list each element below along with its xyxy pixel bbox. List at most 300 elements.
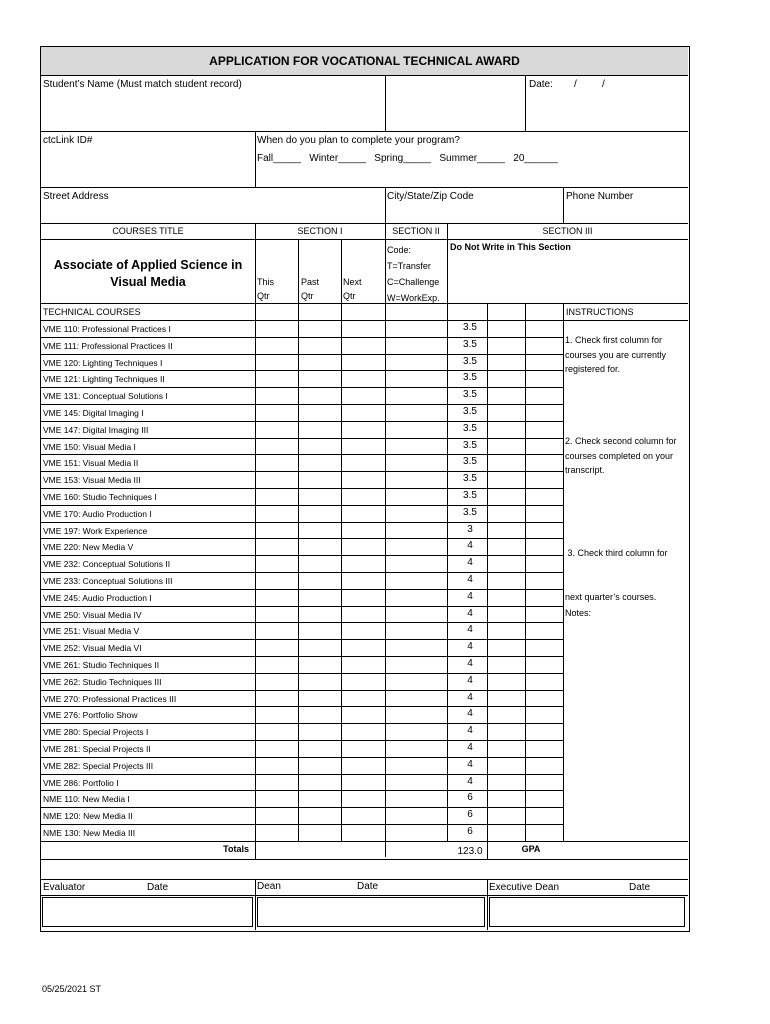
checkbox-past-qtr[interactable] xyxy=(299,623,340,638)
checkbox-next-qtr[interactable] xyxy=(342,489,384,504)
instruction-line: 2. Check second column for xyxy=(565,436,677,446)
checkbox-next-qtr[interactable] xyxy=(342,674,384,689)
checkbox-code[interactable] xyxy=(386,371,446,386)
divider xyxy=(255,841,256,859)
checkbox-next-qtr[interactable] xyxy=(342,808,384,823)
date-slash: / xyxy=(602,79,605,90)
checkbox-this-qtr[interactable] xyxy=(256,607,297,622)
dean-date-label: Date xyxy=(357,881,379,892)
checkbox-code[interactable] xyxy=(386,758,446,773)
checkbox-past-qtr[interactable] xyxy=(299,539,340,554)
checkbox-this-qtr[interactable] xyxy=(256,455,297,470)
checkbox-past-qtr[interactable] xyxy=(299,321,340,336)
course-name: VME 270: Professional Practices III xyxy=(43,693,177,704)
checkbox-code[interactable] xyxy=(386,573,446,588)
checkbox-code[interactable] xyxy=(386,657,446,672)
checkbox-next-qtr[interactable] xyxy=(342,590,384,605)
checkbox-past-qtr[interactable] xyxy=(299,388,340,403)
do-not-write-label: Do Not Write in This Section xyxy=(450,242,571,252)
checkbox-past-qtr[interactable] xyxy=(299,523,340,538)
checkbox-next-qtr[interactable] xyxy=(342,455,384,470)
course-credits: 3.5 xyxy=(463,490,477,501)
checkbox-code[interactable] xyxy=(386,556,446,571)
course-credits: 4 xyxy=(467,775,473,787)
divider xyxy=(298,239,299,841)
executive-dean-label: Executive Dean xyxy=(489,882,560,893)
checkbox-this-qtr[interactable] xyxy=(256,523,297,538)
divider xyxy=(41,895,688,896)
divider xyxy=(255,223,256,841)
divider xyxy=(41,303,688,304)
code-legend-line: T=Transfer xyxy=(387,261,431,271)
course-credits: 4 xyxy=(467,590,473,602)
divider xyxy=(41,488,563,489)
divider xyxy=(41,522,563,523)
form-revision-code: 05/25/2021 ST xyxy=(42,984,102,994)
course-name: VME 110: Professional Practices I xyxy=(43,324,171,334)
courses-title-header: COURSES TITLE xyxy=(112,226,184,236)
checkbox-next-qtr[interactable] xyxy=(342,338,384,353)
checkbox-next-qtr[interactable] xyxy=(342,422,384,437)
checkbox-next-qtr[interactable] xyxy=(342,539,384,554)
section-1-header: SECTION I xyxy=(297,226,343,236)
course-name: VME 121: Lighting Techniques II xyxy=(43,374,165,385)
divider xyxy=(563,320,688,321)
checkbox-next-qtr[interactable] xyxy=(342,405,384,420)
checkbox-past-qtr[interactable] xyxy=(299,691,340,706)
checkbox-next-qtr[interactable] xyxy=(342,523,384,538)
divider xyxy=(41,859,688,860)
course-credits: 4 xyxy=(467,758,473,770)
checkbox-next-qtr[interactable] xyxy=(342,825,384,840)
checkbox-this-qtr[interactable] xyxy=(256,775,297,790)
divider xyxy=(41,555,563,556)
divider xyxy=(487,841,488,859)
student-name-label: Student’s Name (Must match student record) xyxy=(43,79,242,90)
signature-box-2[interactable] xyxy=(257,897,485,927)
course-name: VME 280: Special Projects I xyxy=(43,727,149,738)
checkbox-code[interactable] xyxy=(386,539,446,554)
evaluator-date-label: Date xyxy=(147,882,169,893)
checkbox-past-qtr[interactable] xyxy=(299,607,340,622)
course-credits: 3.5 xyxy=(463,406,477,417)
checkbox-code[interactable] xyxy=(386,338,446,353)
checkbox-past-qtr[interactable] xyxy=(299,355,340,370)
checkbox-this-qtr[interactable] xyxy=(256,388,297,403)
divider xyxy=(255,879,256,930)
checkbox-this-qtr[interactable] xyxy=(256,556,297,571)
checkbox-past-qtr[interactable] xyxy=(299,573,340,588)
course-name: NME 110: New Media I xyxy=(43,794,130,805)
course-name: VME 250: Visual Media IV xyxy=(43,609,142,620)
course-name: VME 170: Audio Production I xyxy=(43,508,152,519)
checkbox-code[interactable] xyxy=(386,321,446,336)
divider xyxy=(385,223,386,857)
divider xyxy=(255,131,256,187)
checkbox-past-qtr[interactable] xyxy=(299,556,340,571)
instruction-line: registered for. xyxy=(565,364,621,374)
divider xyxy=(385,75,386,131)
checkbox-next-qtr[interactable] xyxy=(342,657,384,672)
checkbox-past-qtr[interactable] xyxy=(299,422,340,437)
checkbox-next-qtr[interactable] xyxy=(342,388,384,403)
checkbox-this-qtr[interactable] xyxy=(256,321,297,336)
code-legend-line: W=WorkExp. xyxy=(387,293,440,303)
checkbox-this-qtr[interactable] xyxy=(256,808,297,823)
divider xyxy=(447,223,448,841)
course-name: NME 120: New Media II xyxy=(43,811,133,822)
instruction-line: 1. Check first column for xyxy=(565,335,663,345)
dean-label: Dean xyxy=(257,881,281,892)
checkbox-this-qtr[interactable] xyxy=(256,371,297,386)
divider xyxy=(487,303,488,841)
checkbox-next-qtr[interactable] xyxy=(342,556,384,571)
checkbox-next-qtr[interactable] xyxy=(342,623,384,638)
course-name: VME 197: Work Experience xyxy=(43,525,148,536)
course-credits: 3.5 xyxy=(463,322,477,333)
checkbox-code[interactable] xyxy=(386,741,446,756)
checkbox-past-qtr[interactable] xyxy=(299,489,340,504)
divider xyxy=(41,337,563,338)
checkbox-past-qtr[interactable] xyxy=(299,472,340,487)
course-credits: 6 xyxy=(467,826,473,837)
divider xyxy=(41,187,688,188)
course-credits: 3.5 xyxy=(463,506,477,518)
checkbox-this-qtr[interactable] xyxy=(256,758,297,773)
course-name: VME 261: Studio Techniques II xyxy=(43,660,160,670)
course-name: VME 286: Portfolio I xyxy=(43,777,119,788)
completion-terms: Fall_____ Winter_____ Spring_____ Summer_____ 20______ xyxy=(257,153,558,164)
checkbox-this-qtr[interactable] xyxy=(256,791,297,806)
course-credits: 4 xyxy=(467,624,473,636)
checkbox-past-qtr[interactable] xyxy=(299,724,340,739)
checkbox-this-qtr[interactable] xyxy=(256,422,297,437)
course-credits: 4 xyxy=(467,742,473,753)
divider xyxy=(41,807,563,808)
form-title: APPLICATION FOR VOCATIONAL TECHNICAL AWARD xyxy=(41,47,688,76)
checkbox-next-qtr[interactable] xyxy=(342,439,384,454)
course-credits: 4 xyxy=(467,708,473,720)
checkbox-next-qtr[interactable] xyxy=(342,506,384,521)
divider xyxy=(41,740,563,741)
divider xyxy=(41,370,563,371)
divider xyxy=(41,223,688,224)
course-name: VME 111: Professional Practices II xyxy=(43,340,173,351)
divider xyxy=(41,505,563,506)
checkbox-this-qtr[interactable] xyxy=(256,355,297,370)
checkbox-code[interactable] xyxy=(386,355,446,370)
instruction-1 xyxy=(565,333,666,377)
checkbox-this-qtr[interactable] xyxy=(256,573,297,588)
checkbox-this-qtr[interactable] xyxy=(256,489,297,504)
divider xyxy=(41,606,563,607)
checkbox-next-qtr[interactable] xyxy=(342,707,384,722)
checkbox-code[interactable] xyxy=(386,791,446,806)
divider xyxy=(41,841,563,842)
instructions-header: INSTRUCTIONS xyxy=(566,307,634,317)
divider xyxy=(487,879,488,930)
checkbox-code[interactable] xyxy=(386,691,446,706)
checkbox-next-qtr[interactable] xyxy=(342,355,384,370)
checkbox-code[interactable] xyxy=(386,707,446,722)
instruction-line: next quarter’s courses. xyxy=(565,591,657,602)
checkbox-code[interactable] xyxy=(386,523,446,538)
course-credits: 4 xyxy=(467,540,473,552)
quarter-label-line: Qtr xyxy=(301,291,314,301)
course-name: VME 147: Digital Imaging III xyxy=(43,424,149,435)
checkbox-code[interactable] xyxy=(386,825,446,840)
program-title-line: Associate of Applied Science in xyxy=(53,258,243,272)
checkbox-this-qtr[interactable] xyxy=(256,338,297,353)
next-qtr-label xyxy=(343,275,362,303)
divider xyxy=(385,187,386,223)
course-credits: 3.5 xyxy=(463,338,477,350)
checkbox-code[interactable] xyxy=(386,674,446,689)
code-legend-line: Code: xyxy=(387,245,412,255)
checkbox-this-qtr[interactable] xyxy=(256,472,297,487)
checkbox-next-qtr[interactable] xyxy=(342,691,384,706)
completion-question: When do you plan to complete your program? xyxy=(257,135,460,146)
divider xyxy=(41,404,563,405)
course-credits: 3.5 xyxy=(463,439,477,451)
instruction-line: 3. Check third column for xyxy=(565,548,668,558)
totals-label: Totals xyxy=(223,844,249,854)
divider xyxy=(41,879,688,880)
divider xyxy=(525,75,526,131)
checkbox-past-qtr[interactable] xyxy=(299,506,340,521)
checkbox-code[interactable] xyxy=(386,590,446,605)
checkbox-past-qtr[interactable] xyxy=(299,640,340,655)
checkbox-past-qtr[interactable] xyxy=(299,825,340,840)
divider xyxy=(41,538,563,539)
divider xyxy=(41,438,563,439)
checkbox-this-qtr[interactable] xyxy=(256,707,297,722)
checkbox-code[interactable] xyxy=(386,607,446,622)
divider xyxy=(41,757,563,758)
divider xyxy=(41,589,563,590)
checkbox-next-qtr[interactable] xyxy=(342,472,384,487)
checkbox-code[interactable] xyxy=(386,724,446,739)
checkbox-next-qtr[interactable] xyxy=(342,607,384,622)
divider xyxy=(41,774,563,775)
date-slash: / xyxy=(574,79,577,90)
checkbox-this-qtr[interactable] xyxy=(256,741,297,756)
totals-value: 123.0 xyxy=(457,846,483,857)
checkbox-past-qtr[interactable] xyxy=(299,657,340,672)
quarter-label-line: Qtr xyxy=(257,291,270,301)
technical-courses-header: TECHNICAL COURSES xyxy=(43,307,141,317)
checkbox-next-qtr[interactable] xyxy=(342,573,384,588)
divider xyxy=(41,824,563,825)
checkbox-code[interactable] xyxy=(386,422,446,437)
course-credits: 4 xyxy=(467,674,473,686)
course-name: VME 251: Visual Media V xyxy=(43,626,140,637)
checkbox-past-qtr[interactable] xyxy=(299,808,340,823)
divider xyxy=(41,131,688,132)
this-qtr-label xyxy=(257,275,274,303)
date-label: Date: xyxy=(529,79,553,90)
checkbox-this-qtr[interactable] xyxy=(256,539,297,554)
divider xyxy=(41,454,563,455)
divider xyxy=(41,790,563,791)
divider xyxy=(41,320,563,321)
divider xyxy=(41,387,563,388)
divider xyxy=(525,303,526,841)
instruction-line: transcript. xyxy=(565,465,605,475)
divider xyxy=(41,673,563,674)
checkbox-this-qtr[interactable] xyxy=(256,657,297,672)
course-name: VME 233: Conceptual Solutions III xyxy=(43,576,173,586)
checkbox-past-qtr[interactable] xyxy=(299,439,340,454)
checkbox-past-qtr[interactable] xyxy=(299,674,340,689)
course-credits: 4 xyxy=(467,574,473,585)
program-title-line: Visual Media xyxy=(110,275,186,289)
application-form xyxy=(40,46,690,932)
course-name: VME 151: Visual Media II xyxy=(43,458,139,469)
signature-box-1[interactable] xyxy=(42,897,253,927)
checkbox-past-qtr[interactable] xyxy=(299,338,340,353)
code-legend-line: C=Challenge xyxy=(387,277,440,287)
checkbox-past-qtr[interactable] xyxy=(299,775,340,790)
course-credits: 6 xyxy=(467,809,473,821)
checkbox-code[interactable] xyxy=(386,472,446,487)
course-credits: 3 xyxy=(467,523,473,535)
ctclink-label: ctcLink ID# xyxy=(43,135,93,146)
divider xyxy=(41,622,563,623)
instruction-line: courses completed on your xyxy=(565,450,674,461)
checkbox-past-qtr[interactable] xyxy=(299,590,340,605)
checkbox-this-qtr[interactable] xyxy=(256,674,297,689)
divider xyxy=(41,239,688,240)
street-address-label: Street Address xyxy=(43,191,109,202)
notes-label: Notes: xyxy=(565,608,592,618)
course-name: VME 120: Lighting Techniques I xyxy=(43,357,163,368)
instruction-line: courses you are currently xyxy=(565,349,667,360)
checkbox-next-qtr[interactable] xyxy=(342,791,384,806)
course-credits: 3.5 xyxy=(463,389,477,401)
course-credits: 4 xyxy=(467,725,473,737)
checkbox-this-qtr[interactable] xyxy=(256,590,297,605)
checkbox-code[interactable] xyxy=(386,388,446,403)
phone-label: Phone Number xyxy=(566,191,634,202)
checkbox-code[interactable] xyxy=(386,455,446,470)
checkbox-code[interactable] xyxy=(386,808,446,823)
course-name: VME 131: Conceptual Solutions I xyxy=(43,391,168,402)
section-2-header: SECTION II xyxy=(392,226,440,236)
checkbox-code[interactable] xyxy=(386,623,446,638)
divider xyxy=(563,841,688,842)
program-title xyxy=(41,257,255,291)
checkbox-next-qtr[interactable] xyxy=(342,321,384,336)
instruction-2 xyxy=(565,434,677,478)
course-name: VME 245: Audio Production I xyxy=(43,592,152,603)
checkbox-this-qtr[interactable] xyxy=(256,724,297,739)
divider xyxy=(41,471,563,472)
course-name: VME 276: Portfolio Show xyxy=(43,710,138,721)
divider xyxy=(341,239,342,841)
checkbox-next-qtr[interactable] xyxy=(342,724,384,739)
checkbox-code[interactable] xyxy=(386,439,446,454)
checkbox-code[interactable] xyxy=(386,489,446,504)
checkbox-past-qtr[interactable] xyxy=(299,707,340,722)
course-credits: 3.5 xyxy=(463,355,477,367)
course-credits: 4 xyxy=(467,607,473,619)
past-qtr-label xyxy=(301,275,319,303)
gpa-label: GPA xyxy=(521,844,541,854)
checkbox-code[interactable] xyxy=(386,405,446,420)
checkbox-code[interactable] xyxy=(386,640,446,655)
checkbox-next-qtr[interactable] xyxy=(342,758,384,773)
course-name: VME 252: Visual Media VI xyxy=(43,643,142,654)
section-3-header: SECTION III xyxy=(542,226,593,236)
checkbox-next-qtr[interactable] xyxy=(342,371,384,386)
checkbox-this-qtr[interactable] xyxy=(256,691,297,706)
course-credits: 4 xyxy=(467,691,473,703)
checkbox-this-qtr[interactable] xyxy=(256,623,297,638)
checkbox-this-qtr[interactable] xyxy=(256,439,297,454)
course-credits: 3.5 xyxy=(463,456,477,468)
checkbox-this-qtr[interactable] xyxy=(256,825,297,840)
quarter-label-line: Qtr xyxy=(343,291,356,301)
quarter-label-line: Next xyxy=(343,277,362,287)
checkbox-past-qtr[interactable] xyxy=(299,455,340,470)
course-credits: 3.5 xyxy=(463,473,477,485)
checkbox-next-qtr[interactable] xyxy=(342,741,384,756)
course-name: VME 220: New Media V xyxy=(43,542,134,553)
divider xyxy=(41,639,563,640)
quarter-label-line: Past xyxy=(301,277,320,287)
checkbox-next-qtr[interactable] xyxy=(342,775,384,790)
checkbox-code[interactable] xyxy=(386,775,446,790)
course-credits: 6 xyxy=(467,792,473,804)
checkbox-this-qtr[interactable] xyxy=(256,405,297,420)
checkbox-past-qtr[interactable] xyxy=(299,741,340,756)
checkbox-past-qtr[interactable] xyxy=(299,791,340,806)
divider xyxy=(563,187,564,223)
course-name: VME 232: Conceptual Solutions II xyxy=(43,559,171,570)
course-name: VME 281: Special Projects II xyxy=(43,744,151,754)
divider xyxy=(41,572,563,573)
checkbox-past-qtr[interactable] xyxy=(299,405,340,420)
divider xyxy=(563,303,564,841)
checkbox-code[interactable] xyxy=(386,506,446,521)
city-state-zip-label: City/State/Zip Code xyxy=(387,191,474,202)
course-name: VME 262: Studio Techniques III xyxy=(43,676,162,687)
checkbox-this-qtr[interactable] xyxy=(256,640,297,655)
course-name: NME 130: New Media III xyxy=(43,828,136,838)
signature-box-3[interactable] xyxy=(489,897,685,927)
divider xyxy=(41,690,563,691)
executive-dean-date-label: Date xyxy=(629,882,651,893)
course-name: VME 153: Visual Media III xyxy=(43,475,141,486)
course-name: VME 160: Studio Techniques I xyxy=(43,492,157,502)
course-credits: 3.5 xyxy=(463,372,477,384)
course-name: VME 150: Visual Media I xyxy=(43,441,136,452)
checkbox-this-qtr[interactable] xyxy=(256,506,297,521)
divider xyxy=(41,421,563,422)
checkbox-past-qtr[interactable] xyxy=(299,758,340,773)
divider xyxy=(41,656,563,657)
course-name: VME 282: Special Projects III xyxy=(43,760,154,771)
divider xyxy=(41,354,563,355)
checkbox-past-qtr[interactable] xyxy=(299,371,340,386)
code-legend xyxy=(387,242,440,306)
divider xyxy=(41,706,563,707)
divider xyxy=(41,723,563,724)
course-name: VME 145: Digital Imaging I xyxy=(43,408,144,418)
course-credits: 4 xyxy=(467,658,473,669)
checkbox-next-qtr[interactable] xyxy=(342,640,384,655)
